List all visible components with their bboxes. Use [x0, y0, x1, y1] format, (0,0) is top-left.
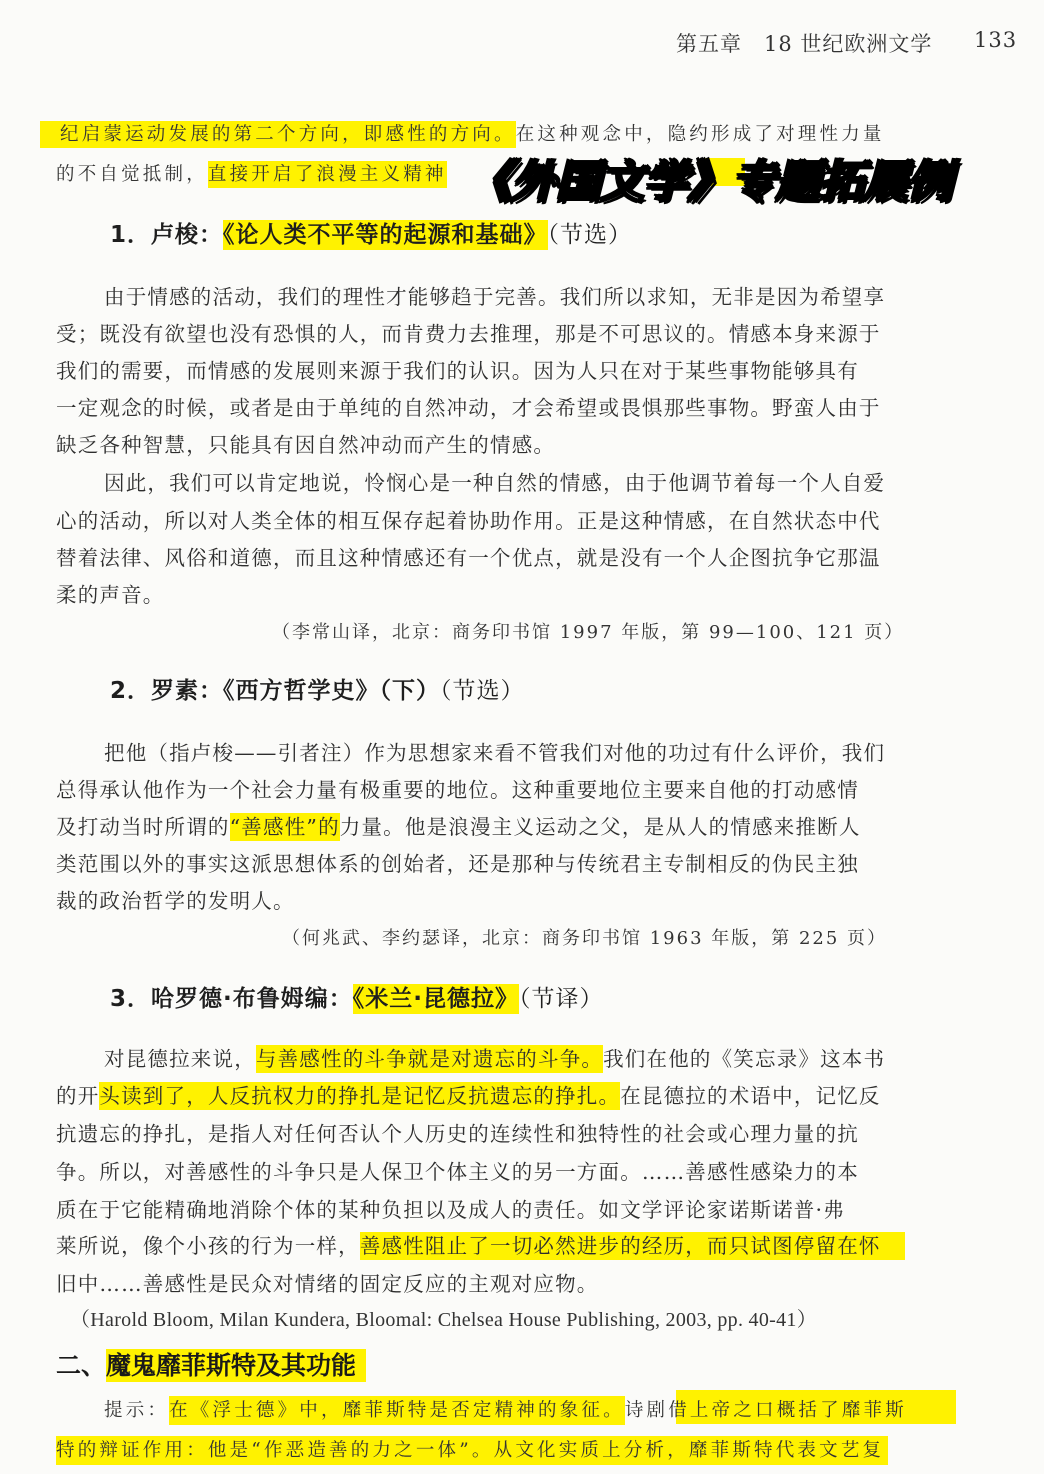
- s3-line-2: [56, 1079, 881, 1109]
- s3-line-4: 争。所以，对善感性的斗争只是人保卫个体主义的另一方面。……善感性感染力的本: [56, 1160, 859, 1184]
- s1-line-2: 受；既没有欲望也没有恐惧的人，而肯费力去推理，那是不可思议的。情感本身来源于: [56, 322, 881, 346]
- section-3-prefix: 3．哈罗德·布鲁姆编：: [110, 986, 353, 1012]
- section-4-heading: [56, 1346, 366, 1382]
- s2-line-1: 把他（指卢梭——引者注）作为思想家来看不管我们对他的功过有什么评价，我们: [104, 741, 886, 765]
- s2-citation: （何兆武、李约瑟译，北京：商务印书馆 1963 年版，第 225 页）: [282, 928, 888, 949]
- s1-line-9: 柔的声音。: [56, 583, 165, 607]
- s3-line-1: [104, 1042, 885, 1072]
- intro-text-2: 的不自觉抵制，: [56, 164, 208, 185]
- s1-line-5: 缺乏各种智慧，只能具有因自然冲动而产生的情感。: [56, 433, 556, 457]
- s1-line-4: 一定观念的时候，或者是由于单纯的自然冲动，才会希望或畏惧那些事物。野蛮人由于: [56, 396, 881, 420]
- s1-line-1: 由于情感的活动，我们的理性才能够趋于完善。我们所以求知，无非是因为希望享: [104, 285, 886, 309]
- s4-highlight-2: 特的辩证作用：他是“作恶造善的力之一体”。从文化实质上分析，靡菲斯特代表文艺复: [56, 1436, 888, 1465]
- s2-line-2: 总得承认他作为一个社会力量有极重要的地位。这种重要地位主要来自他的打动感情: [56, 778, 859, 802]
- s2-line-5: 裁的政治哲学的发明人。: [56, 889, 295, 913]
- section-4-number: 二、: [56, 1351, 107, 1380]
- section-4-title: 魔鬼靡菲斯特及其功能: [106, 1349, 366, 1382]
- s4-line-2: [56, 1436, 888, 1462]
- page-number: 133: [974, 28, 1018, 52]
- s1-citation: （李常山译，北京：商务印书馆 1997 年版，第 99—100、121 页）: [272, 622, 905, 643]
- s3-line-1-a: 对昆德拉来说，: [104, 1047, 256, 1071]
- s2-highlight: “善感性”的: [229, 815, 340, 839]
- section-3-heading: [110, 980, 604, 1013]
- s3-line-6-a: 莱所说，像个小孩的行为一样，: [56, 1234, 360, 1258]
- s2-line-4: 类范围以外的事实这派思想体系的创始者，还是那种与传统君主专制相反的伪民主独: [56, 852, 859, 876]
- intro-line-2: [56, 160, 447, 186]
- intro-highlight-1: 纪启蒙运动发展的第二个方向，即感性的方向。: [40, 121, 516, 148]
- s3-line-7: 旧中……善感性是民众对情绪的固定反应的主观对应物。: [56, 1272, 599, 1296]
- section-2-prefix: 2．罗素：: [110, 678, 224, 704]
- section-2-suffix: （节选）: [440, 678, 525, 704]
- chapter-title: 第五章 18 世纪欧洲文学: [676, 32, 933, 56]
- section-2-title: 《西方哲学史》（下）: [223, 678, 441, 704]
- s3-line-1-b: 我们在他的《笑忘录》这本书: [603, 1047, 886, 1071]
- intro-text-1: 在这种观念中，隐约形成了对理性力量: [515, 124, 885, 145]
- s3-line-5: 质在于它能精确地消除个体的某种负担以及成人的责任。如文学评论家诺斯诺普·弗: [56, 1198, 845, 1222]
- s2-line-3-a: 及打动当时所谓的: [56, 815, 230, 839]
- section-3-suffix: （节译）: [519, 986, 604, 1012]
- s4-line-1-a: 提示：: [104, 1400, 170, 1421]
- section-1-title: 《论人类不平等的起源和基础》: [223, 222, 548, 248]
- section-1-prefix: 1．卢梭：: [110, 222, 224, 248]
- section-1-heading: [110, 216, 632, 249]
- intro-line-1: [56, 120, 885, 146]
- s1-line-6: 因此，我们可以肯定地说，怜悯心是一种自然的情感，由于他调节着每一个人自爱: [104, 471, 886, 495]
- s2-line-3-b: 力量。他是浪漫主义运动之父，是从人的情感来推断人: [339, 815, 861, 839]
- s3-highlight-1: 与善感性的斗争就是对遗忘的斗争。: [255, 1047, 604, 1071]
- s4-line-1-b: 诗剧借上帝之口概括了靡菲斯: [624, 1400, 907, 1421]
- s3-line-2-a: 的开: [56, 1084, 100, 1108]
- s3-highlight-2: 头读到了，人反抗权力的挣扎是记忆反抗遗忘的挣扎。: [99, 1084, 621, 1108]
- s1-line-8: 替着法律、风俗和道德，而且这种情感还有一个优点，就是没有一个人企图抗争它那温: [56, 546, 881, 570]
- s3-line-3: 抗遗忘的挣扎，是指人对任何否认个人历史的连续性和独特性的社会或心理力量的抗: [56, 1122, 859, 1146]
- s1-line-3: 我们的需要，而情感的发展则来源于我们的认识。因为人只在对于某些事物能够具有: [56, 359, 859, 383]
- s3-citation: （Harold Bloom, Milan Kundera, Bloomal: Chelsea House Publishing, 2003, pp. 40-41）: [70, 1309, 818, 1331]
- running-header: [676, 28, 1018, 58]
- intro-highlight-2: 直接开启了浪漫主义精神: [208, 161, 447, 188]
- s4-highlight-1: 在《浮士德》中，靡菲斯特是否定精神的象征。: [169, 1396, 625, 1425]
- s3-line-6: [56, 1229, 905, 1259]
- overlay-title: 《外国文学》专题拓展例: [468, 157, 952, 208]
- s1-line-7: 心的活动，所以对人类全体的相互保存起着协助作用。正是这种情感，在自然状态中代: [56, 509, 881, 533]
- s2-line-3: [56, 810, 861, 840]
- s4-line-1: [104, 1396, 907, 1422]
- section-1-suffix: （节选）: [547, 222, 633, 248]
- section-3-title: 《米兰·昆德拉》: [352, 986, 519, 1012]
- section-2-heading: [110, 672, 525, 705]
- s3-highlight-3: 善感性阻止了一切必然进步的经历，而只试图停留在怀: [360, 1232, 905, 1260]
- s3-line-2-b: 在昆德拉的术语中，记忆反: [620, 1084, 881, 1108]
